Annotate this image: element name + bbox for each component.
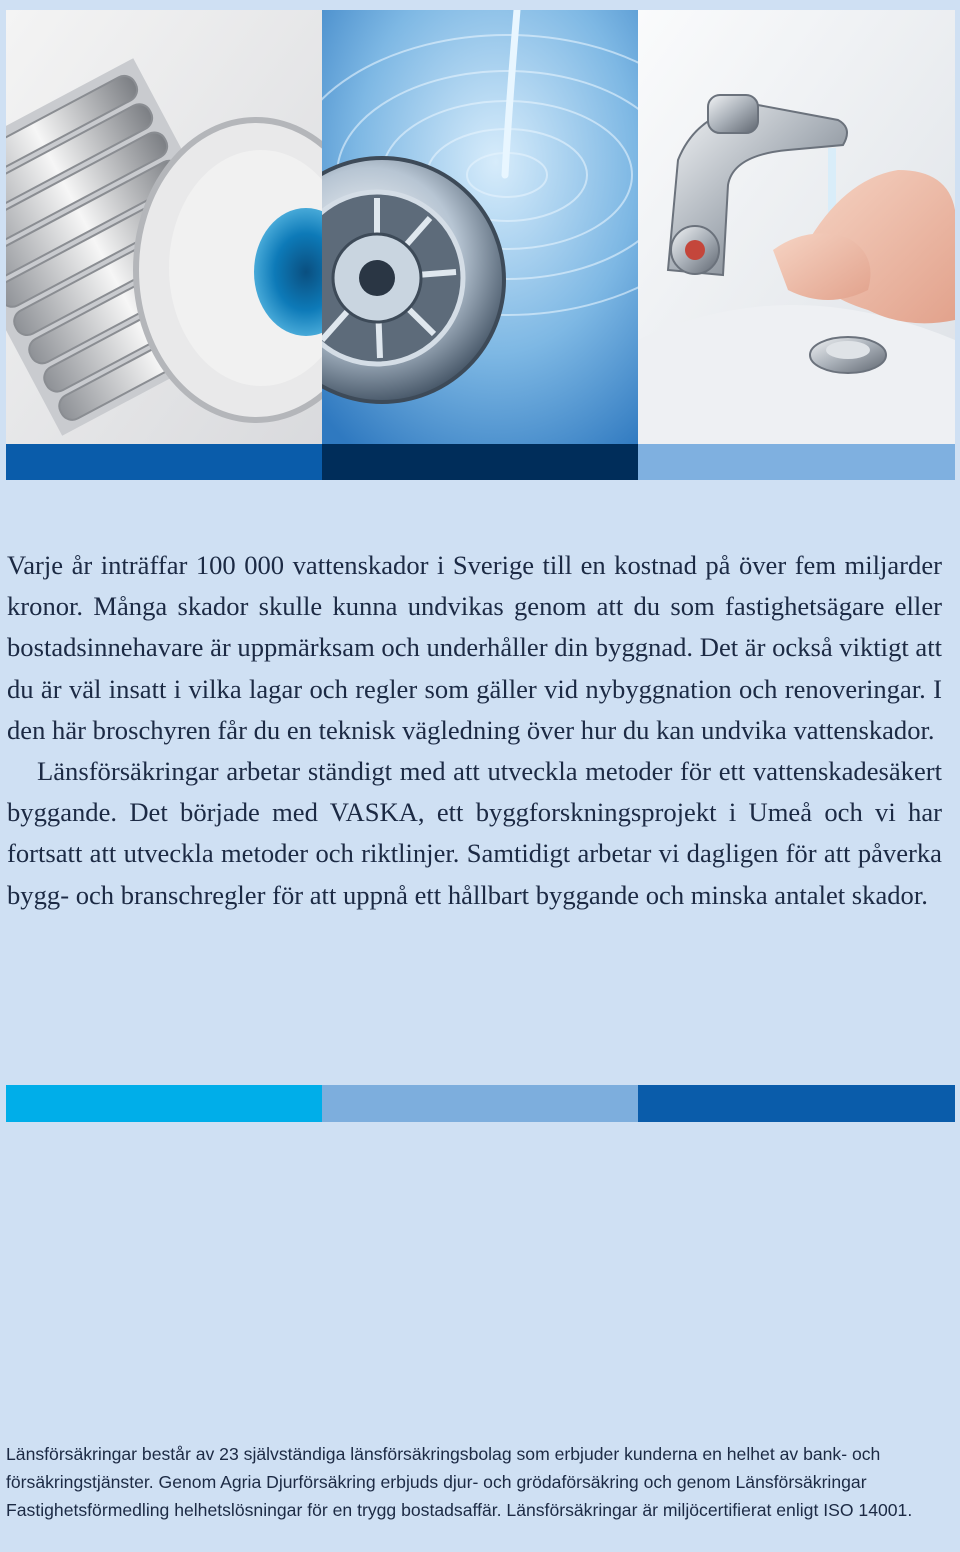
intro-paragraph-1: Varje år inträffar 100 000 vattenskador i Sverige till en kostnad på över fem miljarder kronor. Många skador skulle kunna undvikas genom att du som fastighetsägare eller bostadsinnehavare är uppmärksam och underhåller din byggnad. Det är också viktigt att du är väl insatt i vilka lagar och regler som gäller vid nybyggnation och renoveringar. I den här broschyren får du en teknisk vägledning över hur du kan undvika vattenskador. [7,550,942,745]
drain-photo [322,10,638,444]
top-color-bar [6,444,955,480]
footer-text: Länsförsäkringar består av 23 självständiga länsförsäkringsbolag som erbjuder kunderna en helhet av bank- och försäkringstjänster. Genom Agria Djurförsäkring erbjuds djur- och grödaförsäkring och genom Länsförsäkringar Fastighetsförmedling helhetslösningar för en trygg bostadsaffär. Länsförsäkringar är miljöcertifierat enligt ISO 14001. [6,1444,913,1521]
sink-drain-water-icon [322,10,638,444]
middle-color-segment [638,1085,955,1122]
intro-paragraph-2: Länsförsäkringar arbetar ständigt med att utveckla metoder för ett vattenskadesäkert byggande. Det började med VASKA, ett byggforskningsprojekt i Umeå och vi har fortsatt att utveckla metoder och riktlinjer. Samtidigt arbetar vi dagligen för att påverka bygg- och branschregler för att uppnå ett hållbart byggande och minska antalet skador. [7,756,942,910]
faucet-hand-washing-icon [638,10,955,444]
middle-color-segment [6,1085,322,1122]
middle-color-bar [6,1085,955,1122]
intro-text [7,545,942,916]
top-color-segment [322,444,638,480]
coiled-metal-hose-icon [6,10,322,444]
middle-color-segment [322,1085,638,1122]
photo-strip [6,10,955,444]
hose-photo [6,10,322,444]
top-color-segment [638,444,955,480]
top-color-segment [6,444,322,480]
faucet-photo [638,10,955,444]
